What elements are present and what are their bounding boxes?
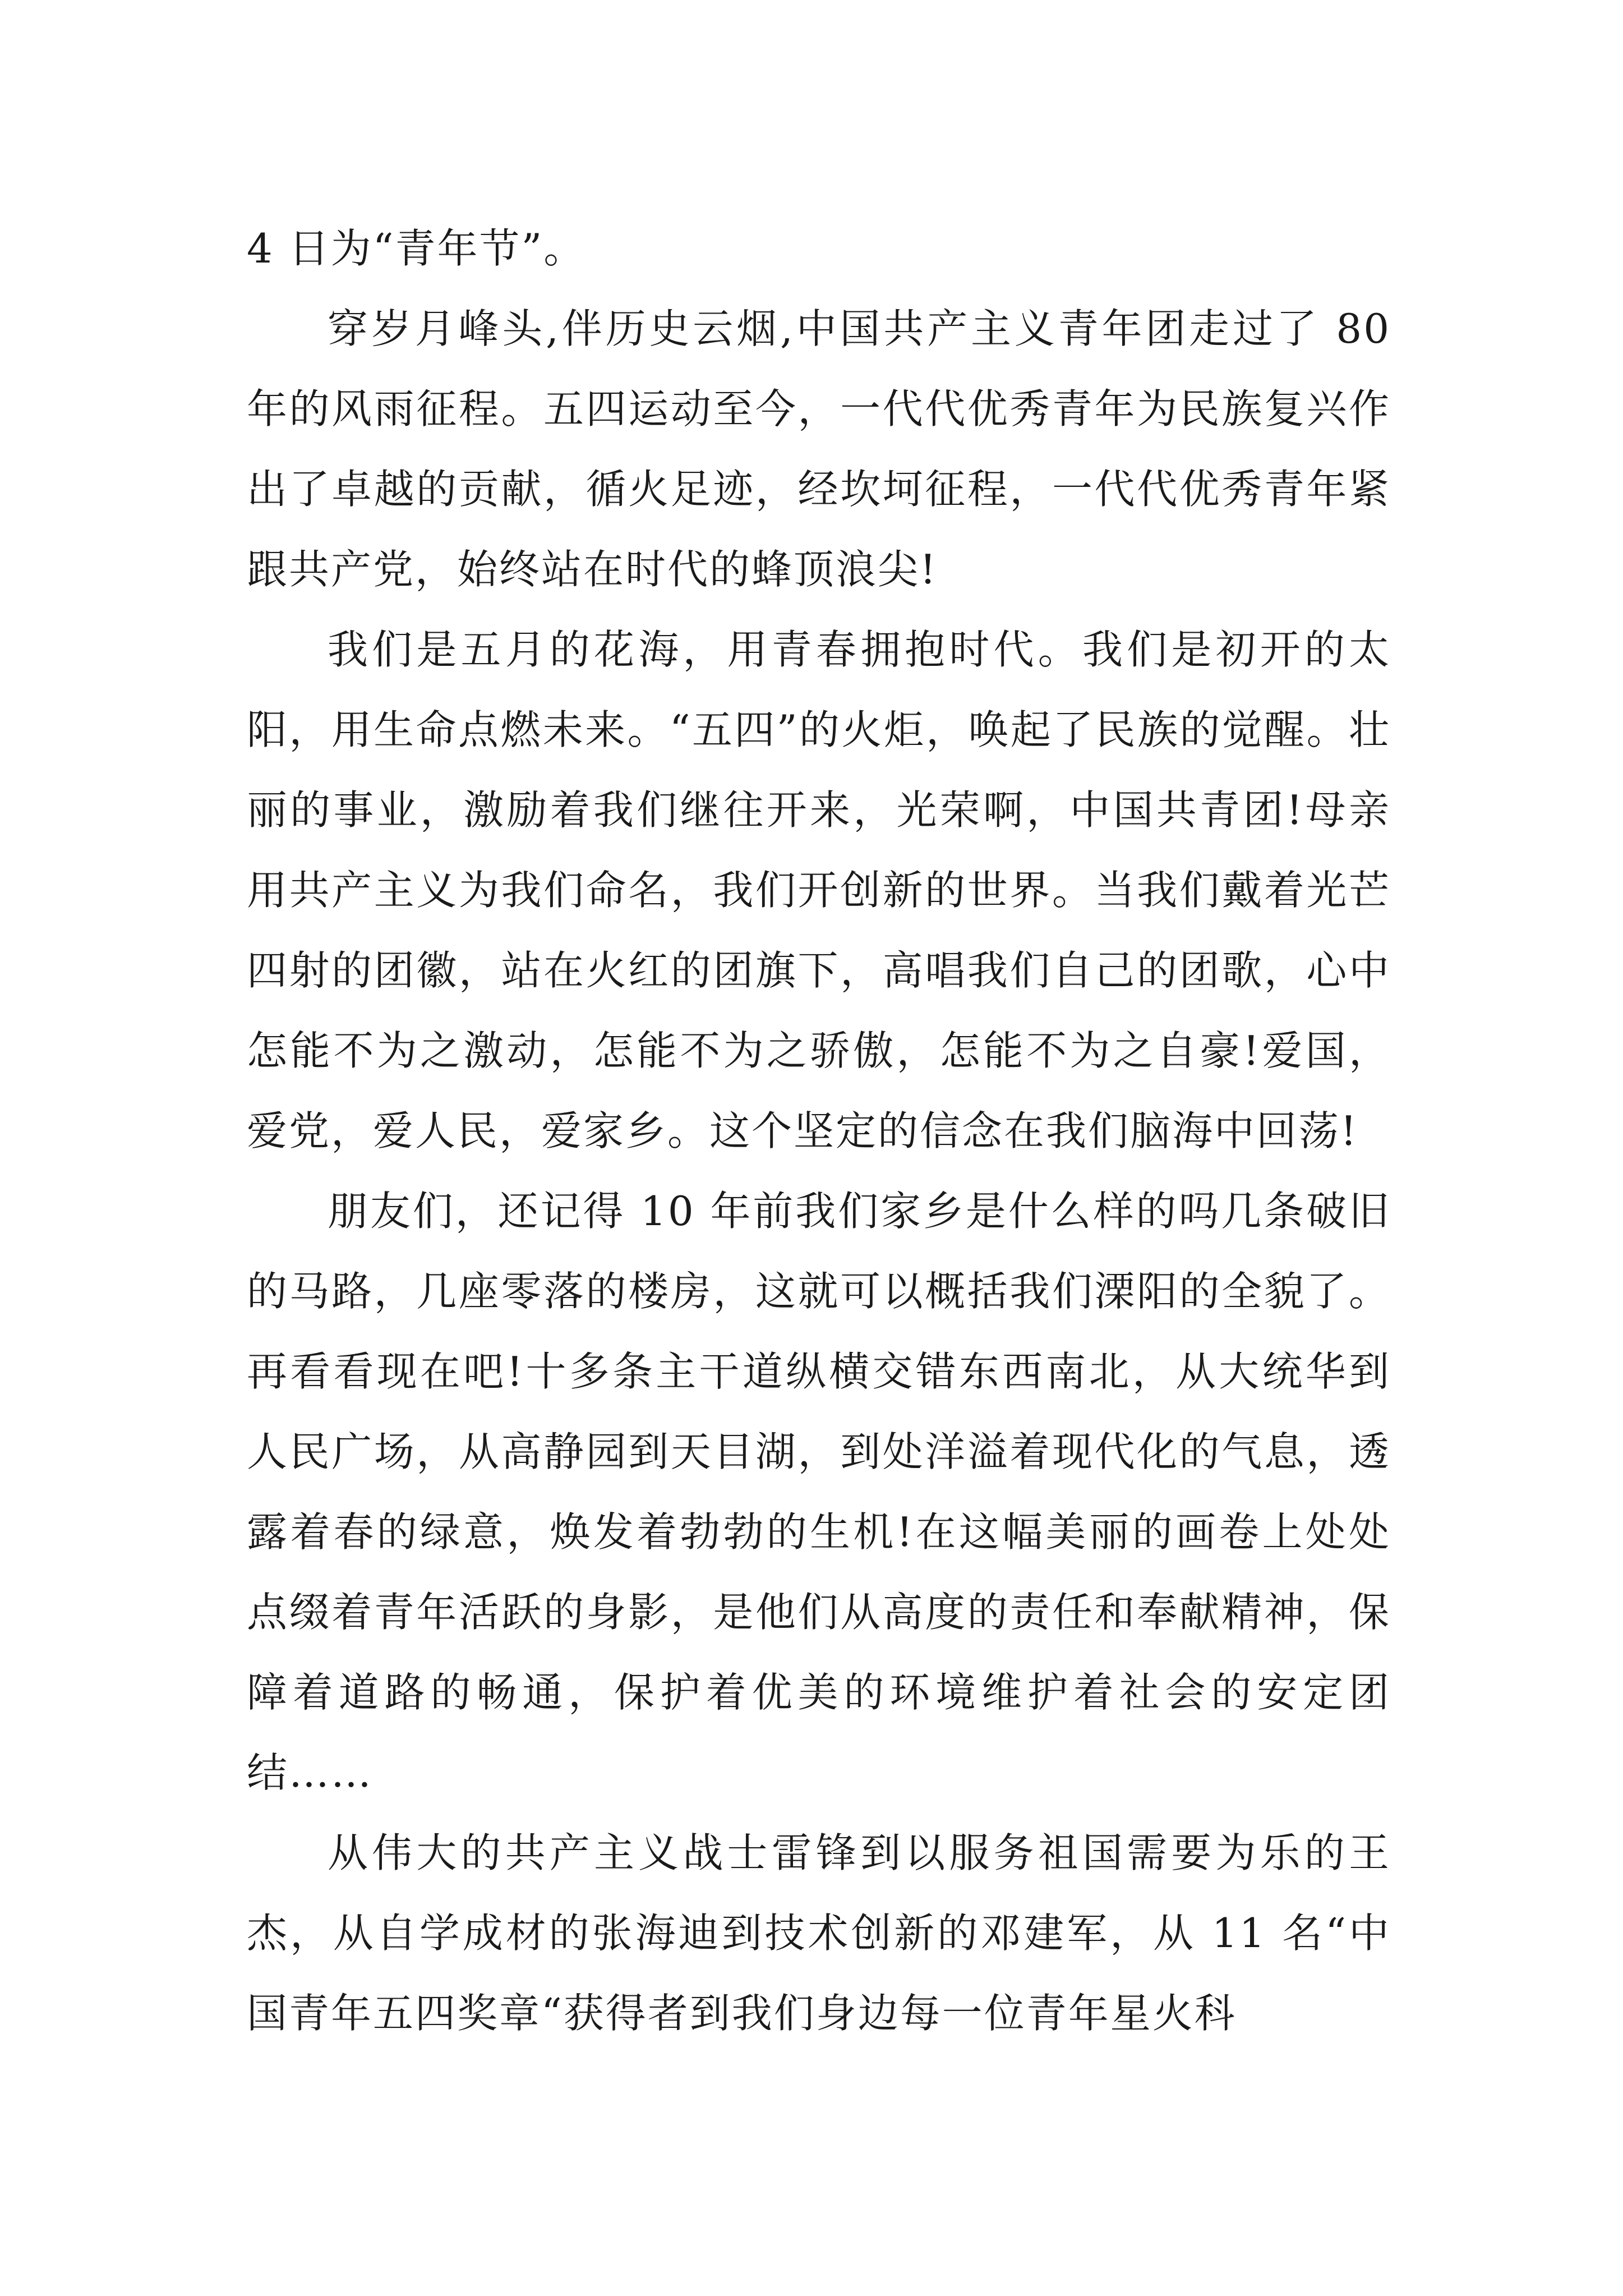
- paragraph-4: 朋友们，还记得 10 年前我们家乡是什么样的吗几条破旧的马路，几座零落的楼房，这就可以概括我们溧阳的全貌了。再看看现在吧!十多条主干道纵横交错东西南北，从大统华到人民广场，从高静园到天目湖，到处洋溢着现代化的气息，透露着春的绿意，焕发着勃勃的生机!在这幅美丽的画卷上处处点缀着青年活跃的身影，是他们从高度的责任和奉献精神，保障着道路的畅通，保护着优美的环境维护着社会的安定团结……: [247, 1188, 1391, 1796]
- document-body: [247, 209, 1391, 2054]
- paragraph-3: 我们是五月的花海，用青春拥抱时代。我们是初开的太阳，用生命点燃未来。“五四”的火炬，唤起了民族的觉醒。壮丽的事业，激励着我们继往开来，光荣啊，中国共青团!母亲用共产主义为我们命名，我们开创新的世界。当我们戴着光芒四射的团徽，站在火红的团旗下，高唱我们自己的团歌，心中怎能不为之激动，怎能不为之骄傲，怎能不为之自豪!爱国，爱党，爱人民，爱家乡。这个坚定的信念在我们脑海中回荡!: [247, 626, 1391, 1154]
- paragraph-2: 穿岁月峰头,伴历史云烟,中国共产主义青年团走过了 80 年的风雨征程。五四运动至今，一代代优秀青年为民族复兴作出了卓越的贡献，循火足迹，经坎坷征程，一代代优秀青年紧跟共产党，始终站在时代的蜂顶浪尖!: [247, 305, 1391, 593]
- paragraph-5: 从伟大的共产主义战士雷锋到以服务祖国需要为乐的王杰，从自学成材的张海迪到技术创新的邓建军，从 11 名“中国青年五四奖章“获得者到我们身边每一位青年星火科: [247, 1829, 1391, 2037]
- paragraph-1: 4 日为“青年节”。: [247, 225, 586, 272]
